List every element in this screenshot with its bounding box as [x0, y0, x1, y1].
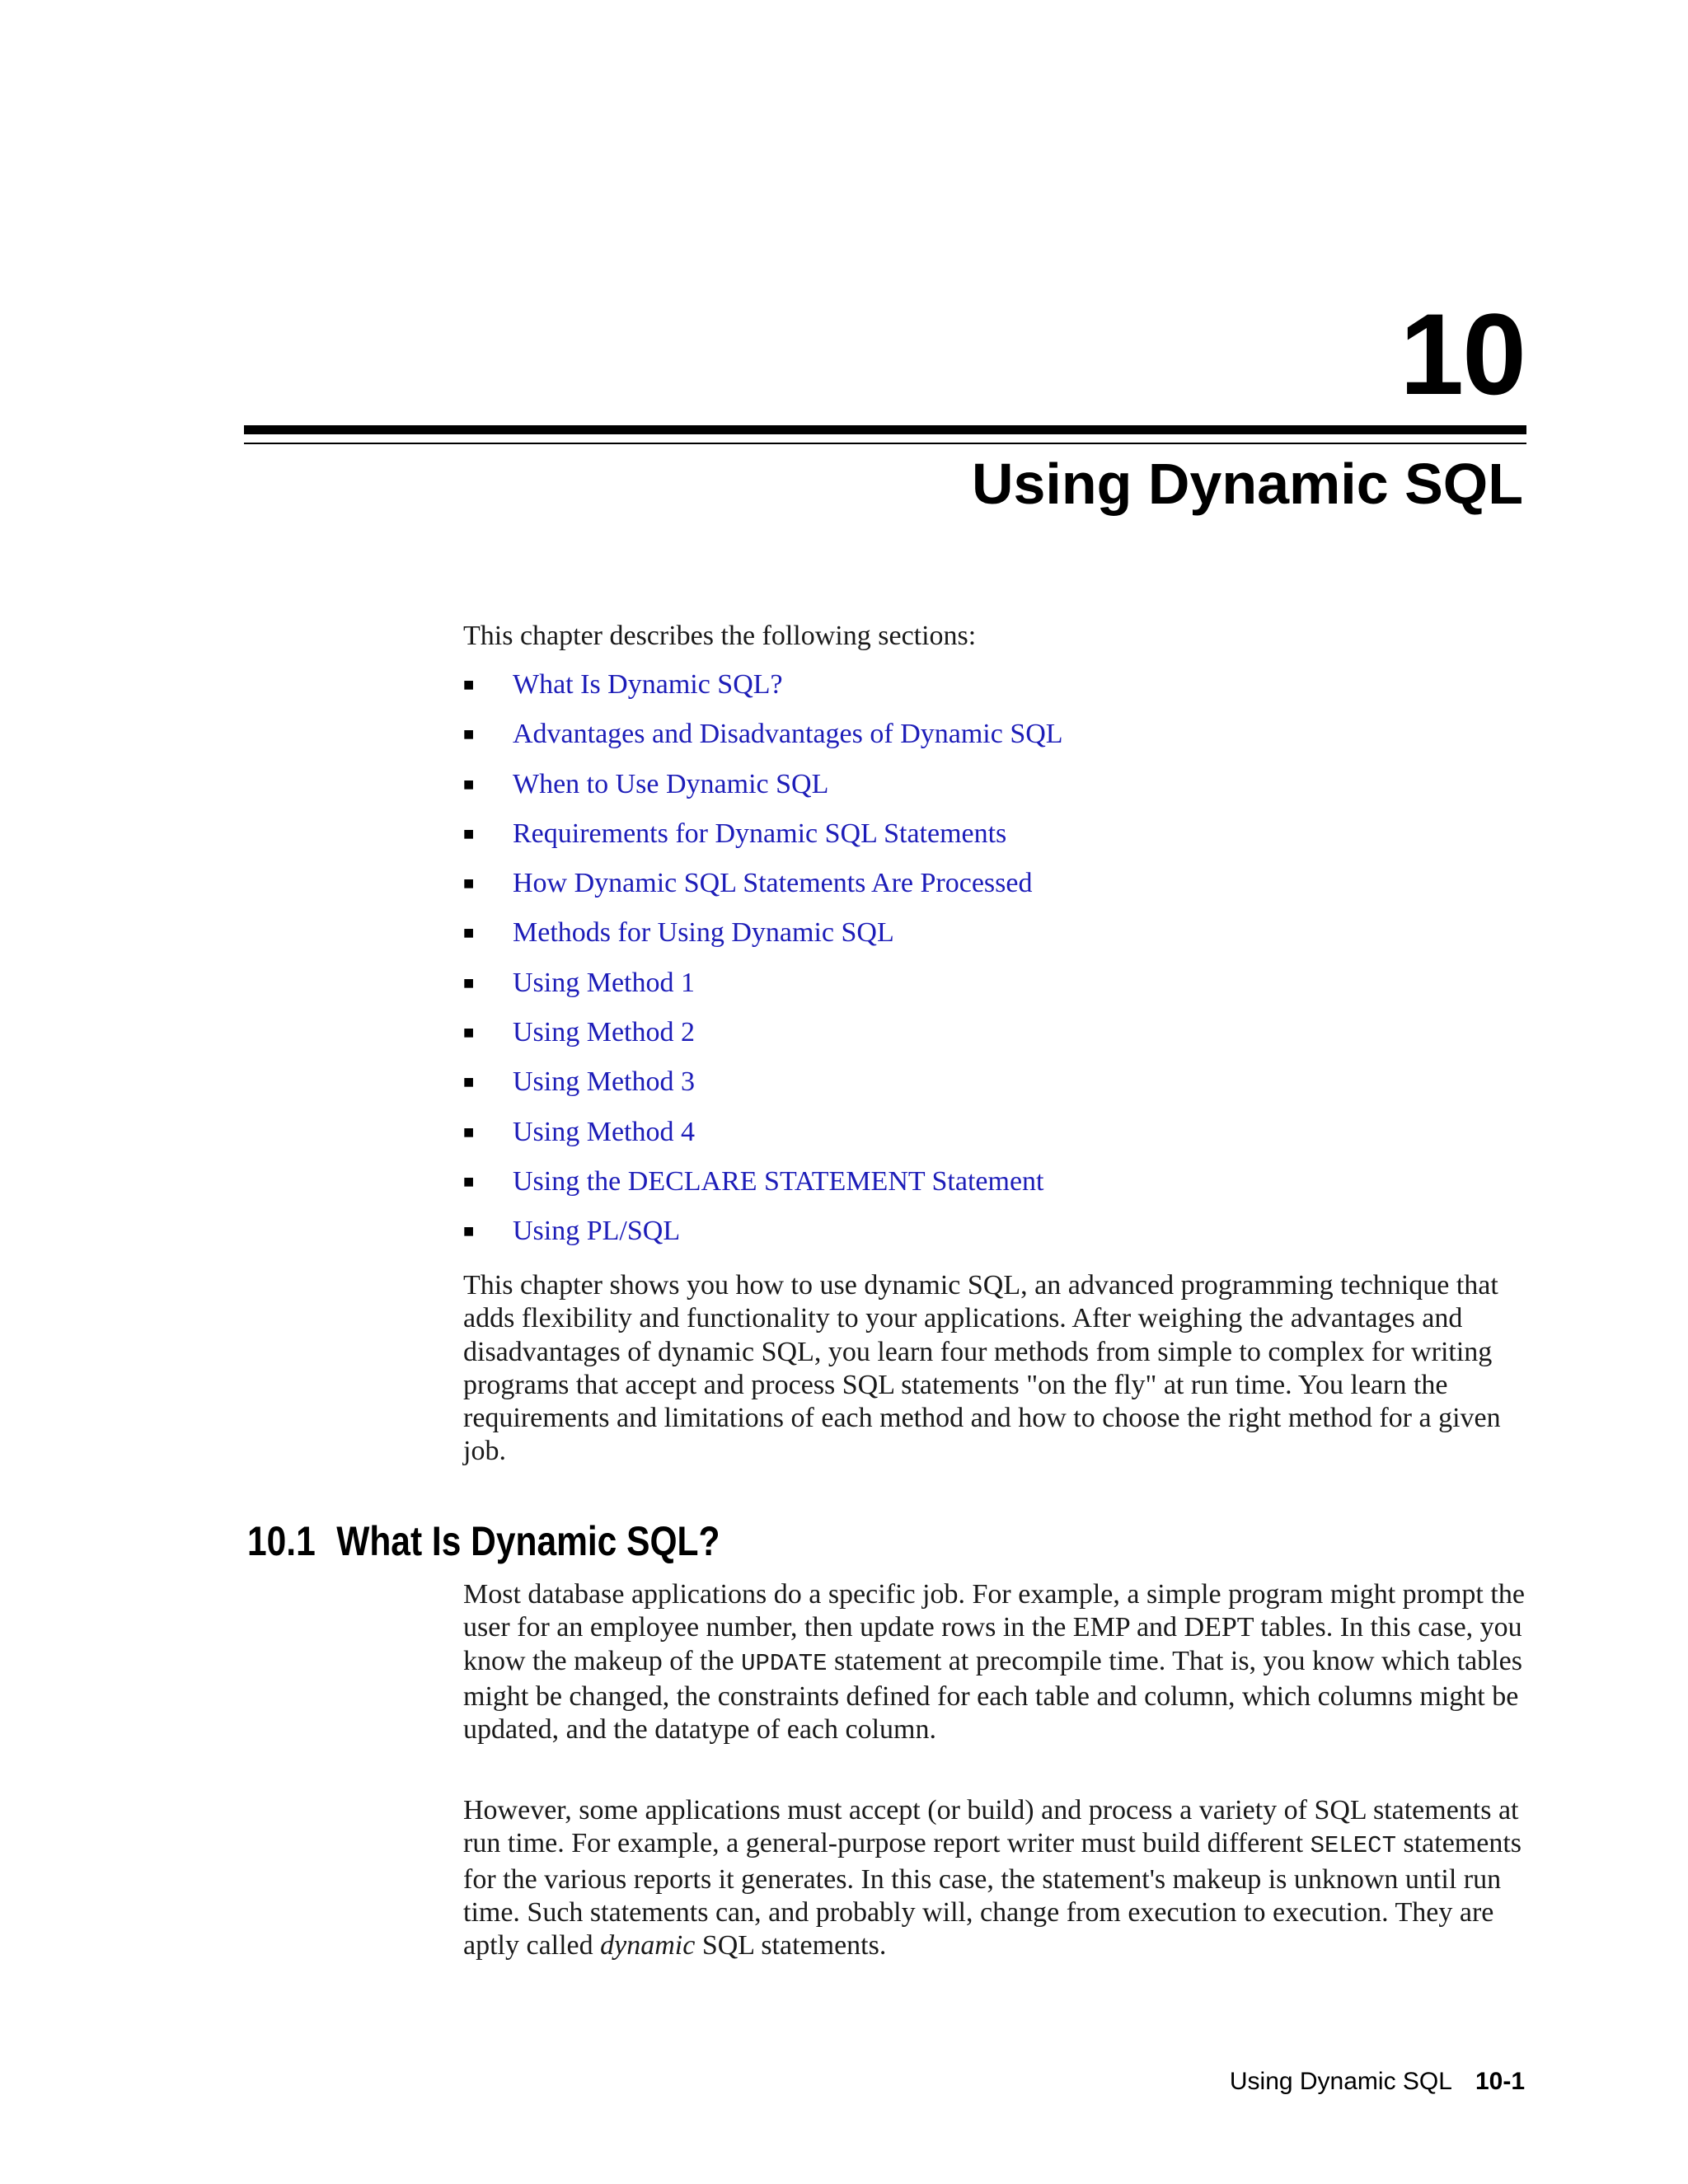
bullet-icon: ■ — [463, 1121, 475, 1142]
section-paragraph-1 — [463, 1578, 1526, 1746]
bullet-icon: ■ — [463, 773, 475, 794]
toc-link-what-is-dynamic-sql[interactable]: What Is Dynamic SQL? — [513, 669, 783, 700]
section-list — [463, 664, 1063, 1261]
inline-code: SELECT — [1310, 1832, 1396, 1860]
bullet-icon: ■ — [463, 674, 475, 695]
chapter-rule-thick — [244, 425, 1526, 434]
list-item — [463, 664, 1063, 714]
chapter-rule-thin — [244, 443, 1526, 444]
list-item — [463, 1062, 1063, 1111]
paragraph-text: statement at precompile time. That is, you know which tables might be changed, the constraints defined for each table and column, which columns might be updated, and the datatype of each column. — [463, 1645, 1523, 1746]
bullet-icon: ■ — [463, 1170, 475, 1192]
toc-link-method-1[interactable]: Using Method 1 — [513, 967, 695, 998]
section-paragraph-2 — [463, 1794, 1526, 1962]
toc-link-methods[interactable]: Methods for Using Dynamic SQL — [513, 917, 894, 949]
intro-text: This chapter describes the following sections: — [463, 621, 977, 651]
chapter-title: Using Dynamic SQL — [971, 452, 1523, 516]
toc-link-declare-statement[interactable]: Using the DECLARE STATEMENT Statement — [513, 1165, 1044, 1197]
toc-link-how-processed[interactable]: How Dynamic SQL Statements Are Processed — [513, 868, 1033, 899]
list-item — [463, 764, 1063, 813]
toc-link-method-2[interactable]: Using Method 2 — [513, 1017, 695, 1048]
section-heading — [247, 1515, 720, 1568]
bullet-icon: ■ — [463, 823, 475, 844]
list-item — [463, 813, 1063, 863]
footer-title: Using Dynamic SQL — [1229, 2068, 1452, 2095]
list-item — [463, 1112, 1063, 1161]
overview-paragraph: This chapter shows you how to use dynamic SQL, an advanced programming technique that adds flexibility and functionality to your applications. After weighing the advantages and disadvantages of dynamic SQL, you learn four methods from simple to complex for writing programs that accept and process SQL statements "on the fly" at run time. You learn the requirements and limitations of each method and how to choose the right method for a given job. — [463, 1270, 1501, 1467]
toc-link-pl-sql[interactable]: Using PL/SQL — [513, 1216, 681, 1247]
chapter-number: 10 — [1400, 289, 1525, 419]
bullet-icon: ■ — [463, 1022, 475, 1043]
toc-link-when-to-use[interactable]: When to Use Dynamic SQL — [513, 768, 829, 799]
toc-link-requirements[interactable]: Requirements for Dynamic SQL Statements — [513, 818, 1007, 849]
page-footer — [1230, 2065, 1525, 2098]
list-item — [463, 912, 1063, 962]
bullet-icon: ■ — [463, 873, 475, 894]
list-item — [463, 1211, 1063, 1260]
toc-link-method-3[interactable]: Using Method 3 — [513, 1066, 695, 1098]
inline-code: UPDATE — [741, 1649, 828, 1677]
list-item — [463, 963, 1063, 1012]
toc-link-method-4[interactable]: Using Method 4 — [513, 1116, 695, 1147]
bullet-icon: ■ — [463, 972, 475, 993]
list-item — [463, 714, 1063, 763]
page-number: 10-1 — [1475, 2068, 1525, 2095]
bullet-icon: ■ — [463, 724, 475, 745]
bullet-icon: ■ — [463, 1071, 475, 1093]
paragraph-text: Most database applications do a specific job. For example, a simple program might prompt the user for an employee number, then update rows in the EMP and DEPT tables. In this case, you know the makeup of the — [463, 1579, 1525, 1676]
list-item — [463, 1161, 1063, 1211]
list-item — [463, 863, 1063, 912]
paragraph-text: statements for the various reports it generates. In this case, the statement's makeup is unknown until run time. Such statements can, and probably will, change from execution to execution. They are aptly called — [463, 1828, 1522, 1961]
paragraph-text: SQL statements. — [695, 1930, 887, 1961]
section-title: What Is Dynamic SQL? — [336, 1518, 720, 1564]
paragraph-text: However, some applications must accept (or build) and process a variety of SQL statements at run time. For example, a general-purpose report writer must build different — [463, 1795, 1519, 1859]
bullet-icon: ■ — [463, 922, 475, 944]
emphasis-text: dynamic — [600, 1930, 696, 1961]
toc-link-advantages[interactable]: Advantages and Disadvantages of Dynamic SQL — [513, 719, 1063, 750]
section-number: 10.1 — [247, 1518, 316, 1564]
list-item — [463, 1012, 1063, 1062]
bullet-icon: ■ — [463, 1221, 475, 1242]
